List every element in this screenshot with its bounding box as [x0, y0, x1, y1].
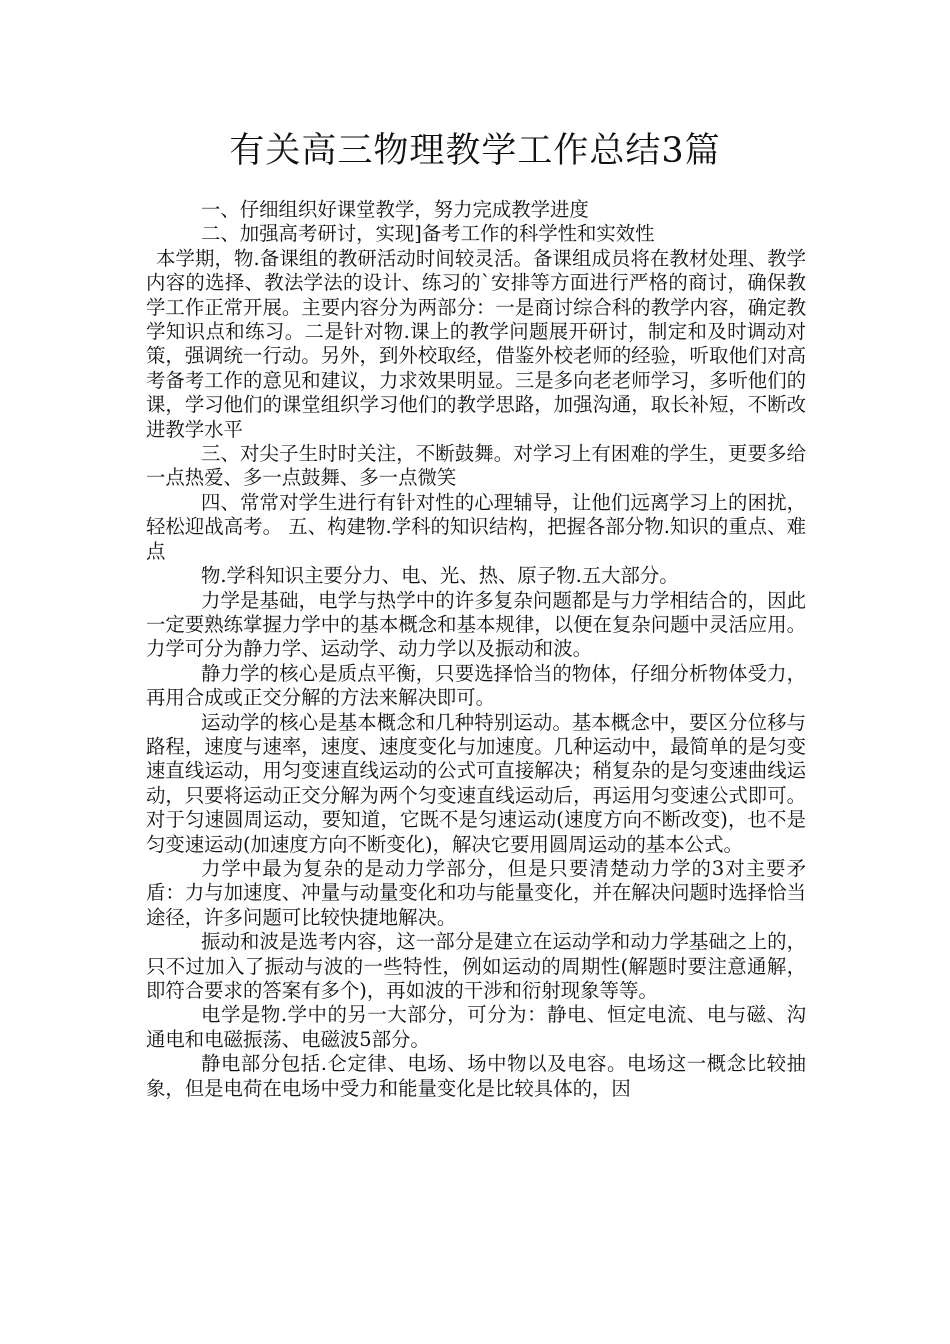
document-title: 有关高三物理教学工作总结3篇 — [229, 131, 721, 171]
paragraph: 本学期，物.备课组的教研活动时间较灵活。备课组成员将在教材处理、教学内容的选择、教法学法的设计、练习的`安排等方面进行严格的商讨，确保教学工作正常开展。主要内容分为两部分：一是商讨综合科的教学内容，确定教学知识点和练习。二是针对物.课上的教学问题展开研讨，制定和及时调动对策，强调统一行动。另外，到外校取经，借鉴外校老师的经验，听取他们对高考备考工作的意见和建议，力求效果明显。三是多向老老师学习，多听他们的课，学习他们的课堂组织学习他们的教学思路，加强沟通，取长补短，不断改进教学水平 — [146, 246, 806, 441]
document-body — [146, 198, 806, 1101]
paragraph: 静电部分包括.仑定律、电场、场中物以及电容。电场这一概念比较抽象，但是电荷在电场中受力和能量变化是比较具体的，因 — [146, 1052, 806, 1100]
paragraph: 一、仔细组织好课堂教学，努力完成教学进度 — [201, 198, 589, 221]
paragraph: 静力学的核心是质点平衡，只要选择恰当的物体，仔细分析物体受力，再用合成或正交分解的方法来解决即可。 — [146, 661, 806, 710]
paragraph: 三、对尖子生时时关注，不断鼓舞。对学习上有困难的学生，更要多给一点热爱、多一点鼓舞、多一点微笑 — [146, 442, 806, 490]
paragraph: 振动和波是选考内容，这一部分是建立在运动学和动力学基础之上的，只不过加入了振动与波的一些特性，例如运动的周期性(解题时要注意通解，即符合要求的答案有多个)，再如波的干涉和衍射现象等等。 — [146, 930, 806, 1002]
paragraph: 二、加强高考研讨，实现]备考工作的科学性和实效性 — [201, 222, 655, 246]
paragraph: 力学中最为复杂的是动力学部分，但是只要清楚动力学的3对主要矛盾：力与加速度、冲量与动量变化和功与能量变化，并在解决问题时选择恰当途径，许多问题可比较快捷地解决。 — [146, 856, 806, 929]
paragraph: 运动学的核心是基本概念和几种特别运动。基本概念中，要区分位移与路程，速度与速率，速度、速度变化与加速度。几种运动中，最简单的是匀变速直线运动，用匀变速直线运动的公式可直接解决；稍复杂的是匀变速曲线运动，只要将运动正交分解为两个匀变速直线运动后，再运用匀变速公式即可。对于匀速圆周运动，要知道，它既不是匀速运动(速度方向不断改变)，也不是匀变速运动(加速度方向不断变化)，解决它要用圆周运动的基本公式。 — [146, 710, 806, 856]
paragraph: 四、常常对学生进行有针对性的心理辅导，让他们远离学习上的困扰，轻松迎战高考。 五、构建物.学科的知识结构，把握各部分物.知识的重点、难点 — [146, 490, 806, 563]
paragraph: 物.学科知识主要分力、电、光、热、原子物.五大部分。 — [201, 564, 679, 588]
paragraph: 力学是基础，电学与热学中的许多复杂问题都是与力学相结合的，因此一定要熟练掌握力学中的基本概念和基本规律，以便在复杂问题中灵活应用。力学可分为静力学、运动学、动力学以及振动和波。 — [146, 588, 806, 661]
paragraph: 电学是物.学中的另一大部分，可分为：静电、恒定电流、电与磁、沟通电和电磁振荡、电磁波5部分。 — [146, 1003, 806, 1051]
